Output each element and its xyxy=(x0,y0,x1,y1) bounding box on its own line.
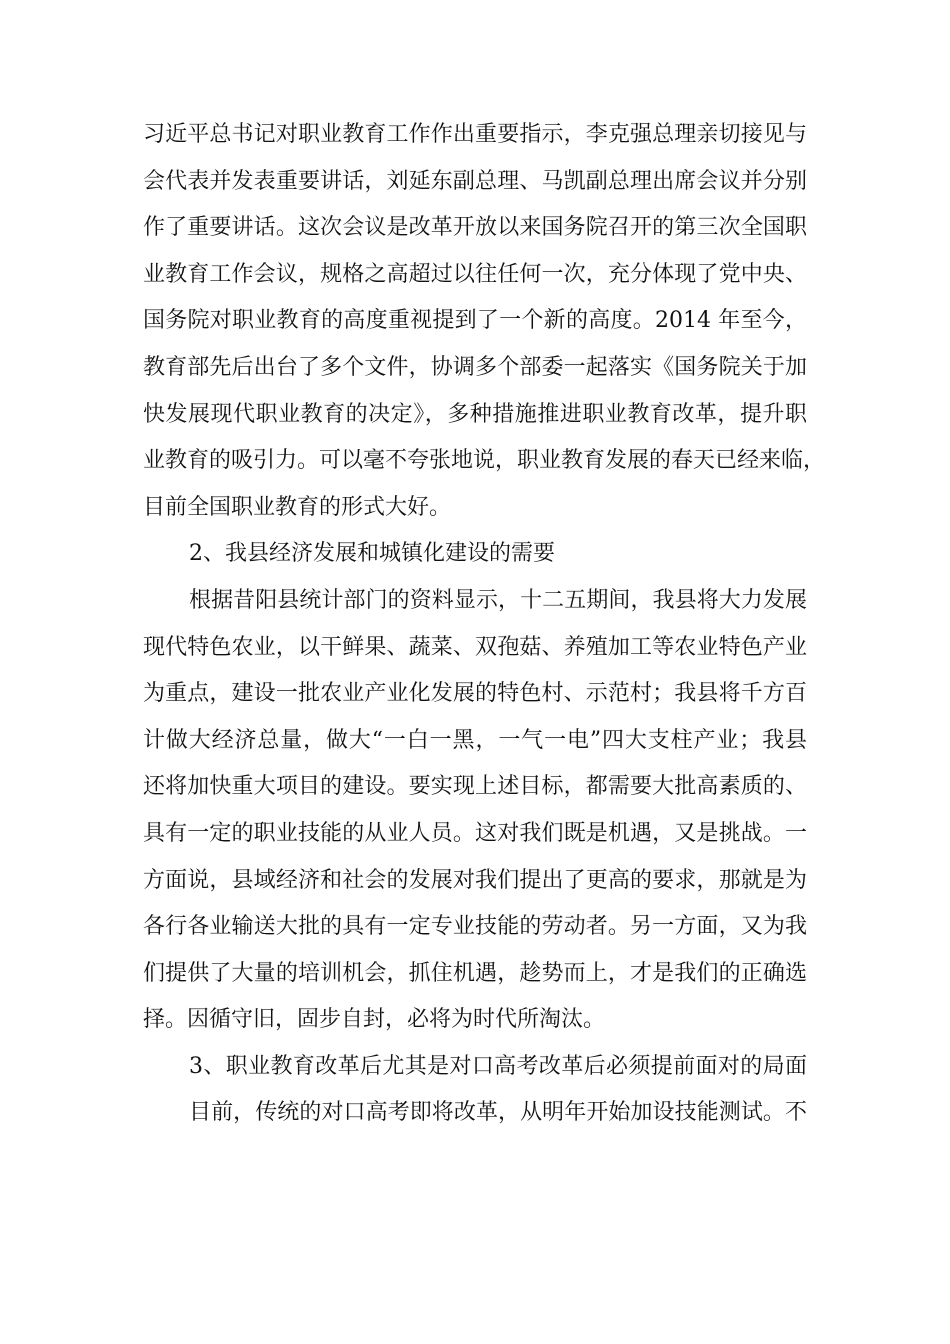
paragraph-3 xyxy=(143,1090,807,1137)
paragraph-2-line-8: 各行各业输送大批的具有一定专业技能的劳动者。另一方面，又为我 xyxy=(143,914,807,940)
document-body xyxy=(143,112,826,1137)
paragraph-2-line-4: 计做大经济总量，做大“一白一黑，一气一电”四大支柱产业；我县 xyxy=(143,727,807,753)
paragraph-1-line-8: 业教育的吸引力。可以毫不夸张地说，职业教育发展的春天已经来临， xyxy=(143,448,826,474)
paragraph-1-line-7: 快发展现代职业教育的决定》，多种措施推进职业教育改革，提升职 xyxy=(143,401,807,427)
section-heading-3: 3、职业教育改革后尤其是对口高考改革后必须提前面对的局面 xyxy=(189,1053,807,1079)
paragraph-2-line-3: 为重点，建设一批农业产业化发展的特色村、示范村；我县将千方百 xyxy=(143,681,807,707)
paragraph-2-line-5: 还将加快重大项目的建设。要实现上述目标，都需要大批高素质的、 xyxy=(143,774,807,800)
paragraph-1-line-4: 业教育工作会议，规格之高超过以往任何一次，充分体现了党中央、 xyxy=(143,261,807,287)
paragraph-2 xyxy=(143,578,807,1044)
paragraph-2-line-7: 方面说，县域经济和社会的发展对我们提出了更高的要求，那就是为 xyxy=(143,867,807,893)
paragraph-2-line-6: 具有一定的职业技能的从业人员。这对我们既是机遇，又是挑战。一 xyxy=(143,820,807,846)
section-heading-2: 2、我县经济发展和城镇化建设的需要 xyxy=(189,541,555,567)
paragraph-3-line-1: 目前，传统的对口高考即将改革，从明年开始加设技能测试。不 xyxy=(189,1100,807,1126)
paragraph-2-line-1: 根据昔阳县统计部门的资料显示，十二五期间，我县将大力发展 xyxy=(189,587,807,613)
paragraph-2-line-10: 择。因循守旧，固步自封，必将为时代所淘汰。 xyxy=(143,1007,606,1033)
paragraph-2-line-9: 们提供了大量的培训机会，抓住机遇，趁势而上，才是我们的正确选 xyxy=(143,960,807,986)
paragraph-1 xyxy=(143,112,826,531)
paragraph-1-line-6: 教育部先后出台了多个文件，协调多个部委一起落实《国务院关于加 xyxy=(143,354,807,380)
paragraph-1-line-2: 会代表并发表重要讲话，刘延东副总理、马凯副总理出席会议并分别 xyxy=(143,168,807,194)
paragraph-1-line-1: 习近平总书记对职业教育工作作出重要指示，李克强总理亲切接见与 xyxy=(143,122,807,147)
paragraph-1-line-9: 目前全国职业教育的形式大好。 xyxy=(143,494,452,520)
paragraph-1-line-5: 国务院对职业教育的高度重视提到了一个新的高度。2014 年至今， xyxy=(143,308,807,334)
paragraph-1-line-3: 作了重要讲话。这次会议是改革开放以来国务院召开的第三次全国职 xyxy=(143,215,807,241)
paragraph-2-line-2: 现代特色农业，以干鲜果、蔬菜、双孢菇、养殖加工等农业特色产业 xyxy=(143,634,807,660)
